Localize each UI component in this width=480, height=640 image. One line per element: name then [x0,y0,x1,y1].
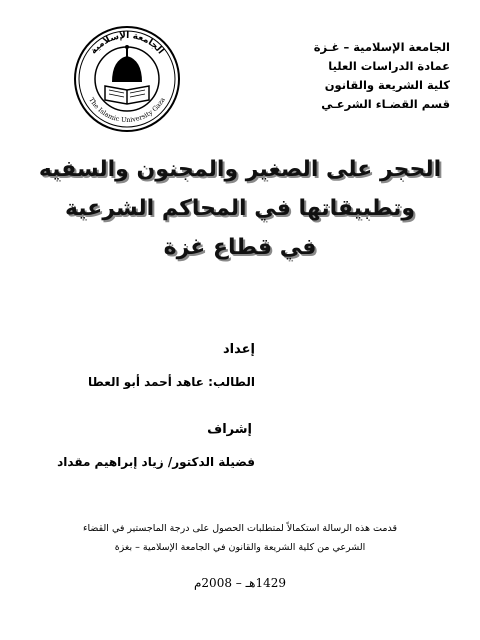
supervision-label: إشراف [207,422,252,437]
seal-arabic-text: الجامعة الإسلامية [88,30,166,57]
institution-header [314,38,450,114]
student-name: الطالب: عاهد أحمد أبو العطا [88,375,255,389]
note-line-2: الشرعي من كلية الشريعة والقانون في الجامعة الإسلامية – بغزة [114,542,366,553]
department-name: قسم القضـاء الشرعـي [321,97,450,111]
submission-note [60,519,420,557]
note-line-1: قدمت هذه الرسالة استكمالاً لمتطلبات الحصول على درجة الماجستير في القضاء [82,523,398,534]
seal-english-text: The Islamic University Gaza [87,96,167,125]
title-line-2: وتطبيقاتها في المحاكم الشرعية [64,196,416,221]
thesis-date: 1429هـ – 2008م [193,576,286,590]
thesis-title [20,150,460,267]
title-line-1: الحجر على الصغير والمجنون والسفيه [38,157,442,182]
faculty-name: كلية الشريعة والقانون [324,78,450,92]
university-name: الجامعة الإسلامية – غـزة [313,40,450,54]
deanship-name: عمادة الدراسات العليا [328,59,450,73]
title-line-3: في قطاع غزة [163,235,317,260]
university-seal-icon [72,24,182,134]
preparation-label: إعداد [223,342,255,357]
supervisor-name: فضيلة الدكتور/ زياد إبراهيم مقداد [57,455,255,469]
